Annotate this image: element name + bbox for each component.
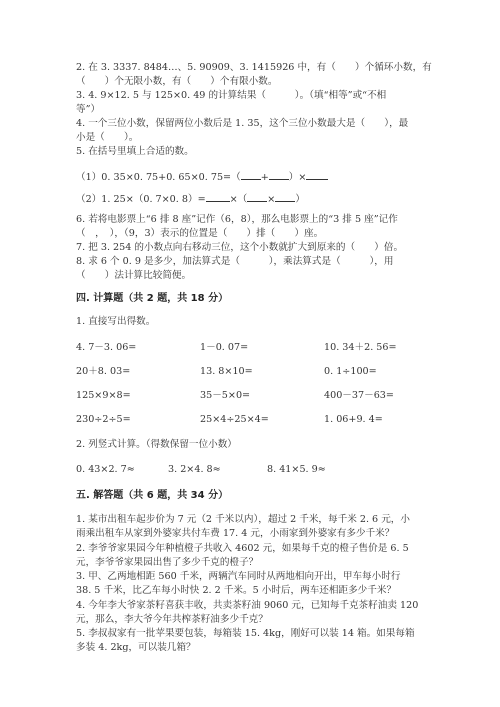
q4-line-1: 4. 一个三位小数，保留两位小数后是 1. 35，这个三位小数最大是（ ），最: [76, 118, 409, 129]
problem1-line-2: 雨乘出租车从家到外婆家共付车费 17. 4 元，小雨家到外婆家有多少千米？: [76, 528, 395, 539]
q6-line-2: （ ， ），（9，3）表示的位置是（ ）排（ ）座。: [76, 228, 324, 239]
q5-sub2-text-c: ×: [267, 194, 276, 205]
problem2-line-1: 2. 李爷爷家果园今年种植橙子共收入 4602 元，如果每千克的橙子售价是 6. 5: [76, 543, 409, 554]
q6-line-1: 6. 若将电影票上“6 排 8 座”记作（6，8），那么电影票上的“3 排 5 座”记作: [76, 214, 398, 225]
q8-line-2: （ ）法计算比较简便。: [76, 270, 192, 281]
problem4-line-1: 4. 今年李大爷家茶籽喜获丰收，共卖茶籽油 9060 元，已知每千克茶籽油卖 120: [76, 600, 419, 611]
problem1-line-1: 1. 某市出租车起步价为 7 元（2 千米以内），超过 2 千米，每千米 2. 6 元，小: [76, 514, 410, 525]
q5-sub2-text-b: ×（: [229, 194, 248, 205]
q5-sub1-text-a: （1）0. 35×0. 75+0. 65×0. 75=（: [76, 172, 241, 183]
calc-item: 4. 7－3. 06=: [76, 342, 137, 353]
vertical-calc-item: 3. 2×4. 8≈: [168, 464, 221, 475]
problem4-line-2: 元，那么，李大爷今年共榨茶籽油多少千克？: [76, 614, 268, 625]
q5-line-1: 5. 在括号里填上合适的数。: [76, 146, 194, 157]
q5-sub1-text-c: ）×: [288, 172, 307, 183]
blank[interactable]: [247, 190, 267, 202]
section4-heading: 四. 计算题（共 2 题，共 18 分）: [76, 293, 229, 304]
calc-item: 20＋8. 03=: [76, 366, 131, 377]
problem3-line-1: 3. 甲、乙两地相距 560 千米，两辆汽车同时从两地相向开出，甲车每小时行: [76, 571, 401, 582]
q2-line-2: （ ）个无限小数，有（ ）个有限小数。: [76, 76, 278, 87]
blank[interactable]: [275, 190, 295, 202]
q5-sub1-text-b: +: [260, 172, 269, 183]
vertical-calc-item: 8. 41×5. 9≈: [267, 464, 326, 475]
q5-sub-1: [76, 168, 328, 184]
blank[interactable]: [306, 168, 328, 180]
section4-q2-title: 2. 列竖式计算。（得数保留一位小数）: [76, 439, 237, 450]
calc-item: 400－37－63=: [324, 390, 394, 401]
q2-line-1: 2. 在 3. 3337. 8484…、5. 90909、3. 1415926 中，有（ ）个循环小数，有: [76, 62, 432, 73]
calc-item: 25×4÷25×4=: [200, 414, 269, 425]
section4-q1-title: 1. 直接写出得数。: [76, 316, 156, 327]
q8-line-1: 8. 求 6 个 0. 9 是多少，加法算式是（ ），乘法算式是（ ），用: [76, 256, 394, 267]
blank[interactable]: [241, 168, 261, 180]
calc-item: 10. 34＋2. 56=: [324, 342, 397, 353]
vertical-calc-item: 0. 43×2. 7≈: [76, 464, 135, 475]
calc-item: 0. 1÷100=: [324, 366, 377, 377]
q5-sub2-text-a: （2）1. 25×（0. 7×0. 8）=: [76, 194, 206, 205]
q5-sub2-text-d: ）: [295, 194, 305, 205]
calc-item: 125×9×8=: [76, 390, 131, 401]
blank[interactable]: [269, 168, 289, 180]
blank[interactable]: [206, 190, 230, 202]
q5-sub-2: [76, 190, 305, 206]
q3-line-2: 等”）: [76, 104, 101, 115]
problem2-line-2: 元，李爷爷家果园出售了多少千克的橙子？: [76, 557, 259, 568]
calc-item: 35－5×0=: [200, 390, 251, 401]
calc-item: 230÷2÷5=: [76, 414, 131, 425]
section5-heading: 五. 解答题（共 6 题，共 34 分）: [76, 490, 229, 501]
q3-line-1: 3. 4. 9×12. 5 与 125×0. 49 的计算结果（ ）。（填“相等”或“不相: [76, 90, 387, 101]
calc-item: 1－0. 07=: [200, 342, 249, 353]
problem5-line-1: 5. 李叔叔家有一批苹果要包装，每箱装 15. 4kg，刚好可以装 14 箱。如果每箱: [76, 628, 415, 639]
calc-item: 13. 8×10=: [200, 366, 253, 377]
q7-line-1: 7. 把 3. 254 的小数点向右移动三位，这个小数就扩大到原来的（ ）倍。: [76, 242, 404, 253]
calc-item: 1. 06+9. 4=: [324, 414, 383, 425]
problem5-line-2: 多装 4. 2kg，可以装几箱？: [76, 642, 196, 653]
q4-line-2: 小是（ ）。: [76, 132, 139, 143]
problem3-line-2: 38. 5 千米，比乙车每小时快 2. 2 千米。5 小时后，两车还相距多少千米？: [76, 585, 397, 596]
